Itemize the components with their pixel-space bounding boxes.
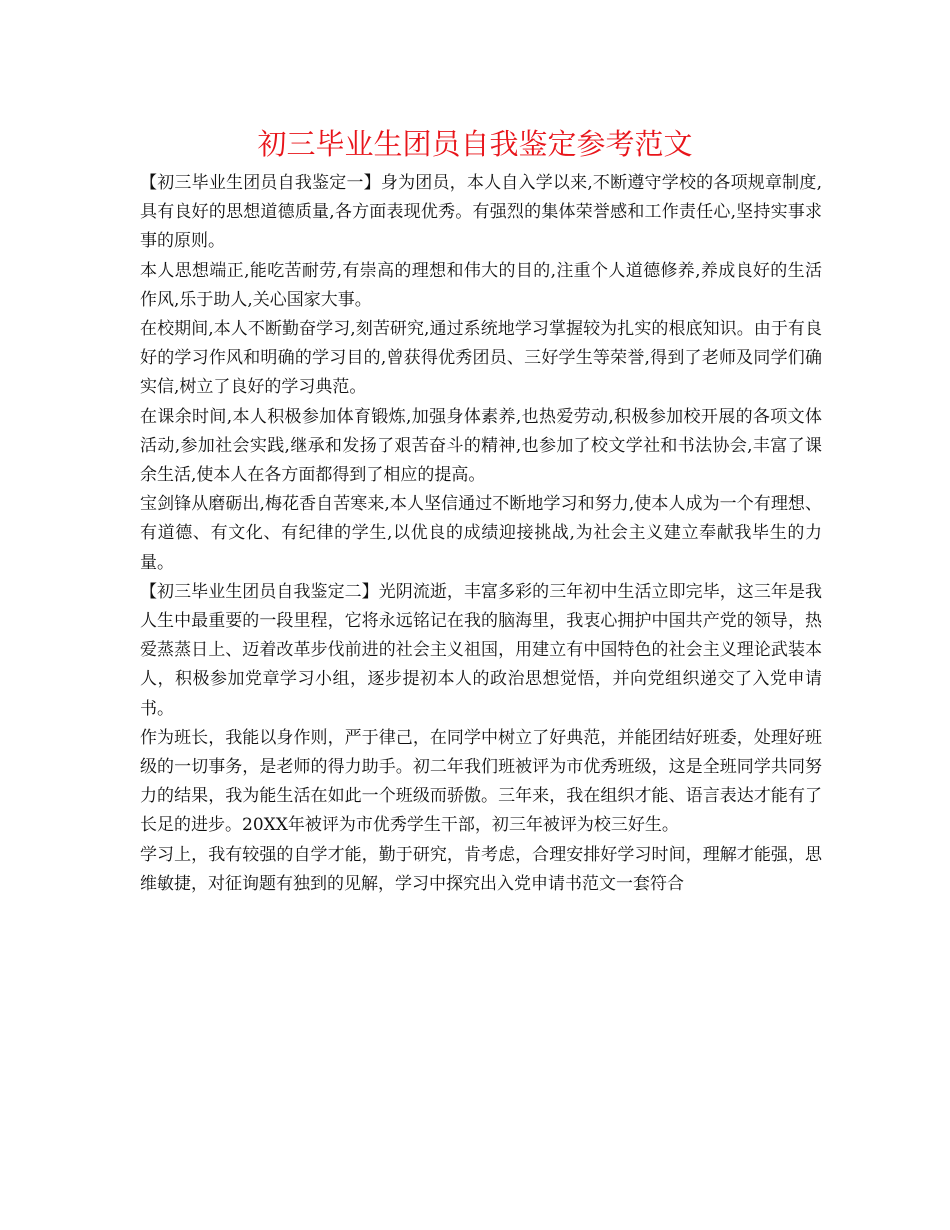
paragraph-2: 本人思想端正,能吃苦耐劳,有崇高的理想和伟大的目的,注重个人道德修养,养成良好的生活作风,乐于助人,关心国家大事。	[140, 260, 822, 310]
document-body	[140, 169, 822, 899]
paragraph-7: 作为班长，我能以身作则，严于律己，在同学中树立了好典范，并能团结好班委，处理好班级的一切事务，是老师的得力助手。初二年我们班被评为市优秀班级，这是全班同学共同努力的结果，我为能生活在如此一个班级而骄傲。三年来，我在组织才能、语言表达才能有了长足的进步。20XX年被评为市优秀学生干部，初三年被评为校三好生。	[140, 727, 822, 836]
paragraph-4: 在课余时间,本人积极参加体育锻炼,加强身体素养,也热爱劳动,积极参加校开展的各项文体活动,参加社会实践,继承和发扬了艰苦奋斗的精神,也参加了校文学社和书法协会,丰富了课余生活,使本人在各方面都得到了相应的提高。	[140, 406, 822, 486]
paragraph-1: 【初三毕业生团员自我鉴定一】身为团员，本人自入学以来,不断遵守学校的各项规章制度,具有良好的思想道德质量,各方面表现优秀。有强烈的集体荣誉感和工作责任心,坚持实事求事的原则。	[140, 173, 822, 252]
paragraph-6: 【初三毕业生团员自我鉴定二】光阴流逝，丰富多彩的三年初中生活立即完毕，这三年是我人生中最重要的一段里程，它将永远铭记在我的脑海里，我衷心拥护中国共产党的领导，热爱蒸蒸日上、迈着改革步伐前进的社会主义祖国，用建立有中国特色的社会主义理论武装本人，积极参加党章学习小组，逐步提初本人的政治思想觉悟，并向党组织递交了入党申请书。	[140, 581, 822, 719]
paragraph-3: 在校期间,本人不断勤奋学习,刻苦研究,通过系统地学习掌握较为扎实的根底知识。由于有良好的学习作风和明确的学习目的,曾获得优秀团员、三好学生等荣誉,得到了老师及同学们确实信,树立了良好的学习典范。	[140, 319, 822, 398]
page-title: 初三毕业生团员自我鉴定参考范文	[257, 127, 693, 161]
paragraph-8: 学习上，我有较强的自学才能，勤于研究，肯考虑，合理安排好学习时间，理解才能强，思维敏捷，对征询题有独到的见解，学习中探究出入党申请书范文一套符合	[140, 844, 822, 894]
paragraph-5: 宝剑锋从磨砺出,梅花香自苦寒来,本人坚信通过不断地学习和努力,使本人成为一个有理想、有道德、有文化、有纪律的学生,以优良的成绩迎接挑战,为社会主义建立奉献我毕生的力量。	[140, 494, 822, 573]
